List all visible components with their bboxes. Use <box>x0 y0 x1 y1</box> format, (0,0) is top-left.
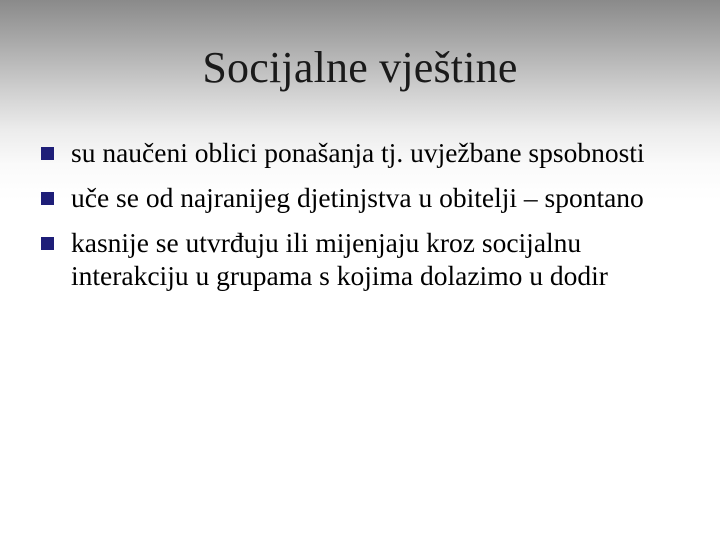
bullet-item <box>40 181 690 214</box>
bullet-text: uče se od najranijeg djetinjstva u obitelji – spontano <box>71 182 644 213</box>
bullet-text: su naučeni oblici ponašanja tj. uvježbane spsobnosti <box>71 137 645 168</box>
slide-title: Socijalne vještine <box>202 43 518 92</box>
square-bullet-icon <box>41 147 54 160</box>
bullet-item <box>40 226 690 292</box>
bullet-list <box>40 136 690 304</box>
bullet-item <box>40 136 690 169</box>
square-bullet-icon <box>41 237 54 250</box>
square-bullet-icon <box>41 192 54 205</box>
bullet-text: kasnije se utvrđuju ili mijenjaju kroz socijalnu interakciju u grupama s kojima dolazimo u dodir <box>71 227 608 291</box>
